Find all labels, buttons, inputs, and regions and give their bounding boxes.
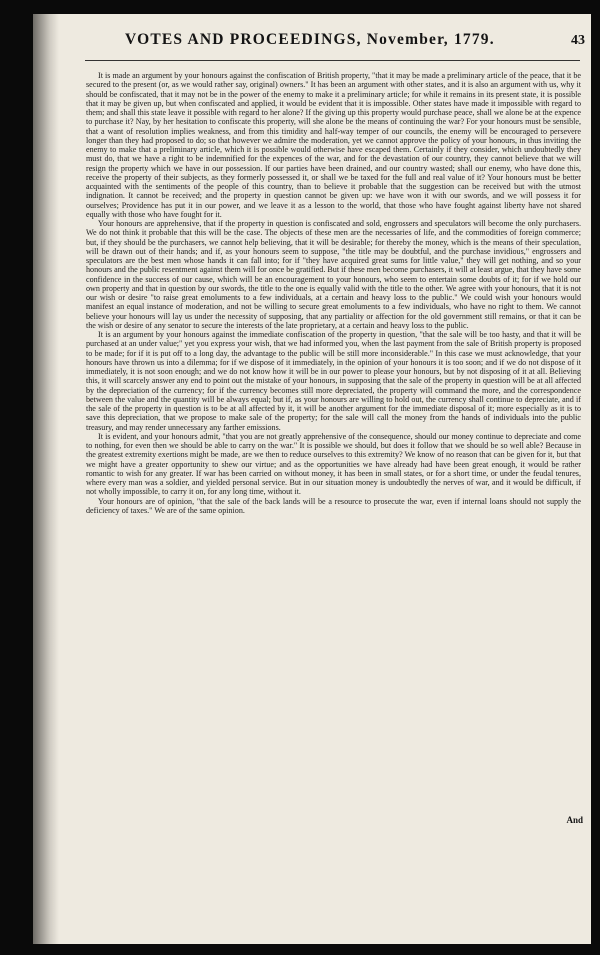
paragraph: It is evident, and your honours admit, "that you are not greatly apprehensive of the consequence, should our money continue to depreciate and come to nothing, for even then we should be able to carry on the war." It is possible we should, but does it follow that we should be so well able? Because in the greatest extremity exertions might be made, are we then to reduce ourselves to this extremity? We know of no reason that can be given for it, but that we might have a greater opportunity to shew our virtue; and as the opportunities we have already had have been great enough, it would be rather romantic to wish for any greater. If war has been carried on without money, it has been in small states, or for a short time, or under the feudal tenures, where every man was a soldier, and yielded personal service. But in our situation money is undoubtedly the nerves of war, and it would be difficult, if not wholly impossible, to carry it on, for any long time, without it. [86, 431, 581, 497]
page-title: VOTES AND PROCEEDINGS, November, 1779. [125, 31, 495, 48]
header-rule [85, 60, 580, 61]
paragraph: Your honours are of opinion, "that the sale of the back lands will be a resource to prosecute the war, even if internal loans should not supply the deficiency of taxes." We are of the same opinion. [86, 496, 581, 515]
running-header [125, 31, 585, 49]
page-number: 43 [571, 33, 585, 48]
body-text [86, 71, 581, 515]
paragraph: It is an argument by your honours against the immediate confiscation of the property in question, "that the sale will be too hasty, and that it will be purchased at an under value;" yet you express your wish, that we had informed you, when the last payment from the sale of British property is proposed to be made; for if it is put off to a long day, the advantage to the public will be still more inconsiderable." In this case we must acknowledge, that your honours have thrown us into a dilemma; for if we dispose of it immediately, in the opinion of your honours it is too soon; and if we do not dispose of it immediately, it is not soon enough; and we do not know how it will be in our power to please your honours, but by not disposing of it at all. Believing this, it will scarcely answer any end to point out the mistake of your honours, in supposing that the sale of the property in question will be at all affected by the depreciation of the currency; for if the currency becomes still more depreciated, the property will command the more, and the correspondence between the value and the quantity will be always equal; but if, as your honours are willing to hold out, the currency shall continue to depreciate, and if the sale of the property in question is to be at all affected by it, it will be another argument for the immediate disposal of it; more especially as it is to save this depreciation, that we propose to make sale of the property; for the sale will call the money from the hands of individuals into the public treasury, and may render unnecessary any farther emissions. [86, 330, 581, 432]
document-page [33, 14, 591, 944]
paragraph: Your honours are apprehensive, that if the property in question is confiscated and sold, engrossers and speculators will become the only purchasers. We do not think it probable that this will be the case. The objects of these men are the necessaries of life, and the commodities of foreign commerce; but, if they should be the purchasers, we cannot help believing, that it will be desirable; for thereby the money, which is the means of their speculation, will be drawn out of their hands; and if, as your honours seem to suppose, "the title may be doubtful, and the purchase invidious," engrossers and speculators are the best men whose hands it can fall into; for if "they have acquired great sums for little value," they will get nothing, and so your honours and the public resentment against them will for once be gratified. But if these men become purchasers, it will at least argue, that they have some confidence in the success of our cause, which will be an encouragement to your honours, who seem to entertain some doubts of it; for if we hold our own property and that in question by our swords, the title to the one is equally valid with the title to the other. We agree with your honours, that it is not our wish or desire "to raise great emoluments to a few individuals, at a certain and heavy loss to the public." We could wish your honours would manifest an equal instance of moderation, and not be willing to secure great emoluments to a few individuals, who have no right to them. We cannot believe your honours will lay us under the necessity of supposing, that any partiality or affection for the old government still remains, or that it can be the wish or desire of any senator to secure the interests of the late proprietary, at a certain and heavy loss to the public. [86, 219, 581, 330]
catchword: And [566, 815, 583, 825]
paragraph: It is made an argument by your honours against the confiscation of British property, "that it may be made a preliminary article of the peace, that it be secured to the present (or, as we would rather say, original) owners." It has been an argument with other states, and it is also an argument with us, why it should be confiscated, that it may not be in the power of the enemy to make it a preliminary article; for while it remains in its present state, it is possible that it may be given up, but when confiscated and applied, it would be evident that it is impossible. Other states have made it impossible with regard to them; and shall this state leave it possible with regard to her alone? If the giving up this property would purchase peace, shall we alone be at the expence to purchase it? Nay, by her hesitation to confiscate this property, will she alone be the means of continuing the war? For your honours must be sensible, that a want of resolution implies weakness, and from this timidity and half-way temper of our councils, the enemy will be encouraged to persevere longer than they had proposed to do; so that however we admire the moderation, yet we cannot approve the policy of your honours, in thus inviting the enemy to make that a preliminary article, which it is possible would otherwise have escaped them. Certainly if they consider, which undoubtedly they must do, that we have a right to be indemnified for the expences of the war, and for the devastation of our country, they cannot believe that we will resign the property which we have in our possession. If our parties have been drained, and our country wasted; shall our enemy, who have done this, receive the property of their subjects, as they formerly possessed it, or shall we be taxed for the full and real value of it? Your honours must be better acquainted with the sentiments of the people of this country, than to believe it probable that the suggestion can be received but with the utmost indignation. It cannot be received; and the property in question cannot be given up: we have won it with our swords, and we will possess it for ourselves; Providence has put it in our power, and we leave it as a lesson to the world, that those who have fought against liberty have not shared equally with those who have fought for it. [86, 71, 581, 219]
